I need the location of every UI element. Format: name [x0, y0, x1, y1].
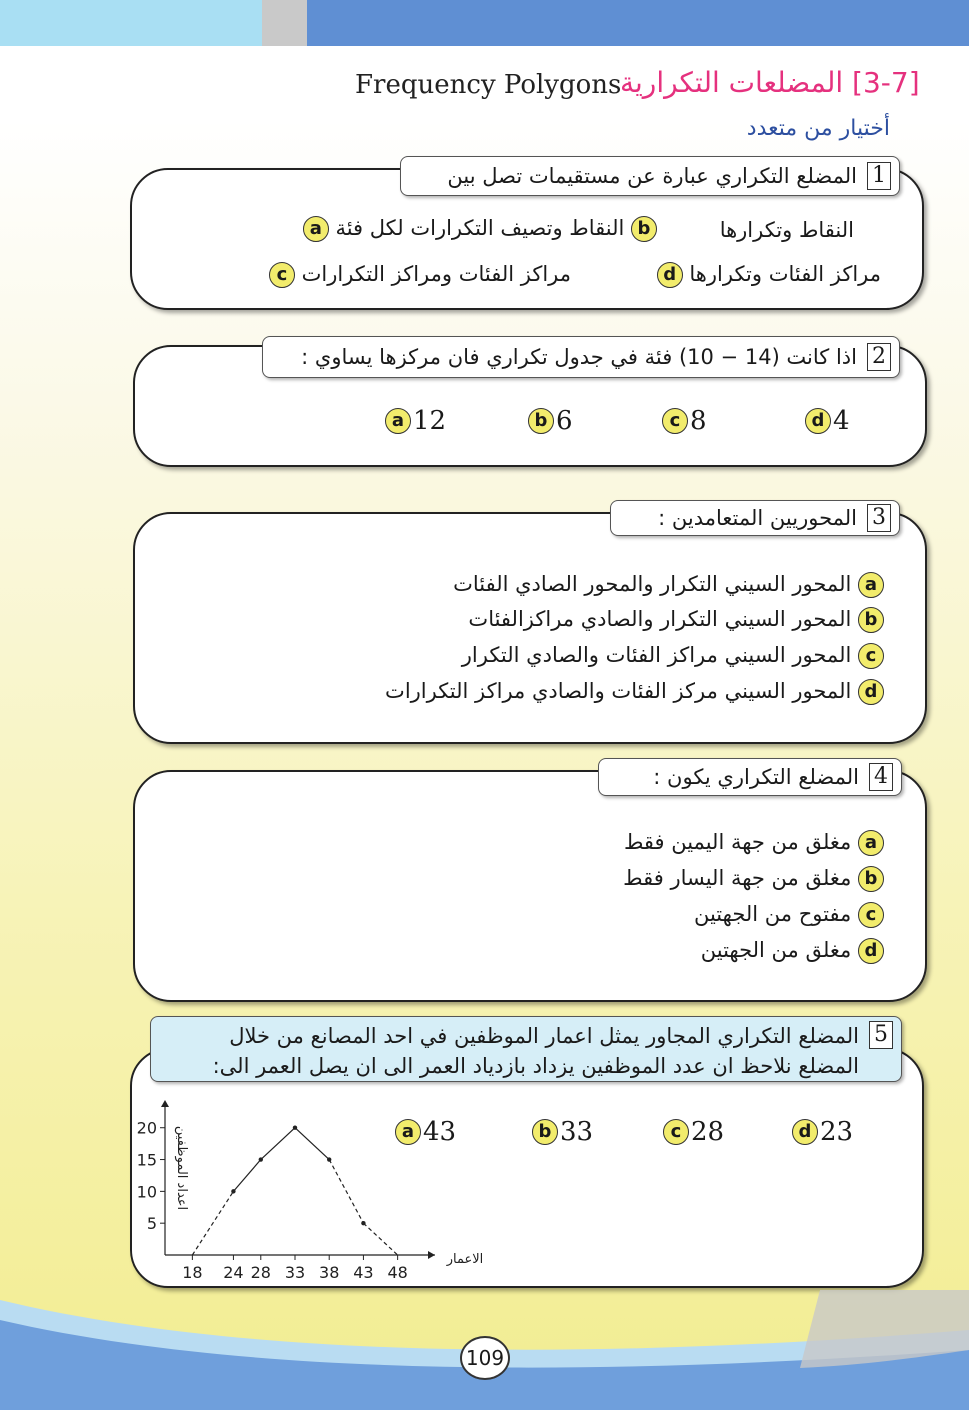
question-5-option-c[interactable] [663, 1117, 724, 1147]
question-3-header [610, 500, 900, 536]
question-2-option-b[interactable] [528, 406, 573, 436]
question-1-header [400, 156, 900, 196]
question-number: 5 [869, 1021, 893, 1049]
banner-light-blue [0, 0, 262, 46]
question-3-option-d[interactable] [385, 679, 884, 705]
question-text-line-1: المضلع التكراري المجاور يمثل اعمار الموظفين في احد المصانع من خلال [229, 1024, 859, 1048]
y-tick-label: 10 [136, 1182, 157, 1202]
question-5-header [150, 1016, 902, 1082]
option-value: 12 [413, 406, 447, 436]
x-axis-arrow [428, 1251, 435, 1259]
option-badge: b [528, 408, 554, 434]
option-badge: a [303, 216, 329, 242]
polygon-segment [192, 1191, 233, 1255]
option-value: 4 [833, 406, 850, 436]
option-badge: a [858, 572, 884, 598]
option-value: 43 [423, 1117, 457, 1147]
question-text-line-2: المضلع نلاحظ ان عدد الموظفين يزداد بازدياد العمر الى ان يصل العمر الى: [212, 1054, 859, 1078]
question-4-option-c[interactable] [694, 902, 884, 928]
y-tick-label: 5 [146, 1214, 157, 1234]
option-badge: c [858, 902, 884, 928]
y-axis-arrow [161, 1100, 169, 1107]
option-text: المحور السيني مركز الفئات والصادي مراكز التكرارات [385, 679, 852, 703]
option-text: مغلق من جهة اليسار فقط [623, 866, 852, 890]
option-badge: d [858, 679, 884, 705]
x-tick-label: 43 [353, 1263, 374, 1282]
option-badge: b [858, 866, 884, 892]
question-2-option-c[interactable] [662, 406, 707, 436]
option-badge: d [805, 408, 831, 434]
x-tick-label: 33 [284, 1263, 306, 1282]
question-1-option-d[interactable] [657, 262, 881, 288]
x-tick-label: 48 [387, 1263, 408, 1282]
option-badge: b [532, 1119, 558, 1145]
data-point [259, 1157, 263, 1161]
question-3-option-b[interactable] [468, 607, 884, 633]
top-banner [0, 0, 969, 46]
option-badge: a [395, 1119, 421, 1145]
y-tick-label: 15 [136, 1150, 157, 1170]
page-number: 109 [460, 1336, 510, 1380]
option-badge: d [792, 1119, 818, 1145]
banner-gray [262, 0, 307, 46]
question-5-option-b[interactable] [532, 1117, 593, 1147]
question-1-option-c[interactable] [269, 262, 571, 288]
option-text: النقاط وتصيف التكرارات لكل فئة [335, 216, 625, 240]
option-badge: c [858, 643, 884, 669]
option-badge: c [662, 408, 688, 434]
polygon-segment [295, 1128, 329, 1160]
y-axis-label: اعداد الموظفين [174, 1125, 189, 1211]
option-text: مراكز الفئات وتكرارها [689, 262, 881, 286]
question-number: 4 [869, 763, 893, 791]
question-number: 3 [867, 504, 891, 532]
option-text: النقاط وتكرارها [719, 218, 854, 242]
lesson-title-arabic: [3-7] المضلعات التكرارية [620, 66, 920, 99]
question-3-option-c[interactable] [462, 643, 884, 669]
y-tick-label: 20 [136, 1118, 157, 1138]
lesson-title-english: Frequency Polygons [355, 70, 622, 100]
question-number: 2 [867, 343, 891, 371]
option-value: 23 [820, 1117, 854, 1147]
question-number: 1 [867, 162, 891, 190]
option-value: 6 [556, 406, 573, 436]
option-badge: b [631, 216, 657, 242]
polygon-segment [329, 1160, 363, 1224]
option-text: مراكز الفئات ومراكز التكرارات [301, 262, 571, 286]
polygon-segment [363, 1223, 397, 1255]
question-5-option-d[interactable] [792, 1117, 853, 1147]
option-text: المحور السيني التكرار والمحور الصادي الفئات [453, 572, 852, 596]
question-text: المحوريين المتعامدين : [658, 506, 857, 530]
question-3-option-a[interactable] [453, 572, 884, 598]
question-text: المضلع التكراري يكون : [653, 765, 859, 789]
question-1-option-a[interactable] [303, 216, 657, 242]
x-axis-label: الاعمار [446, 1252, 484, 1267]
option-badge: c [663, 1119, 689, 1145]
question-4-option-d[interactable] [701, 938, 884, 964]
option-text: مغلق من الجهتين [700, 938, 852, 962]
option-badge: a [385, 408, 411, 434]
data-point [327, 1157, 331, 1161]
option-text: المحور السيني التكرار والصادي مراكزالفئات [468, 607, 852, 631]
option-text: مغلق من جهة اليمين فقط [623, 830, 852, 854]
option-value: 28 [691, 1117, 725, 1147]
polygon-segment [261, 1128, 295, 1160]
x-tick-label: 18 [182, 1263, 203, 1282]
data-point [231, 1189, 235, 1193]
option-value: 8 [690, 406, 707, 436]
question-1-option-b[interactable] [720, 218, 854, 242]
question-2-option-a[interactable] [385, 406, 446, 436]
x-tick-label: 24 [223, 1263, 244, 1282]
option-badge: a [858, 830, 884, 856]
question-text: المضلع التكراري عبارة عن مستقيمات تصل بين [447, 164, 857, 188]
option-badge: d [657, 262, 683, 288]
option-badge: c [269, 262, 295, 288]
question-text: اذا كانت (14 − 10) فئة في جدول تكراري فان مركزها يساوي : [301, 345, 857, 369]
question-2-header [262, 336, 900, 378]
banner-blue [307, 0, 969, 46]
option-value: 33 [560, 1117, 594, 1147]
section-subtitle: أختيار من متعدد [746, 116, 890, 141]
option-badge: b [858, 607, 884, 633]
option-badge: d [858, 938, 884, 964]
option-text: المحور السيني مراكز الفئات والصادي التكرار [461, 643, 852, 667]
question-2-option-d[interactable] [805, 406, 850, 436]
question-4-header [598, 758, 902, 796]
question-4-option-a[interactable] [624, 830, 884, 856]
question-4-option-b[interactable] [623, 866, 884, 892]
polygon-segment [233, 1160, 260, 1192]
x-tick-label: 28 [250, 1263, 271, 1282]
data-point [293, 1126, 297, 1130]
x-tick-label: 38 [319, 1263, 340, 1282]
data-point [361, 1221, 365, 1225]
frequency-polygon-chart [133, 1098, 513, 1286]
option-text: مفتوح من الجهتين [693, 902, 852, 926]
